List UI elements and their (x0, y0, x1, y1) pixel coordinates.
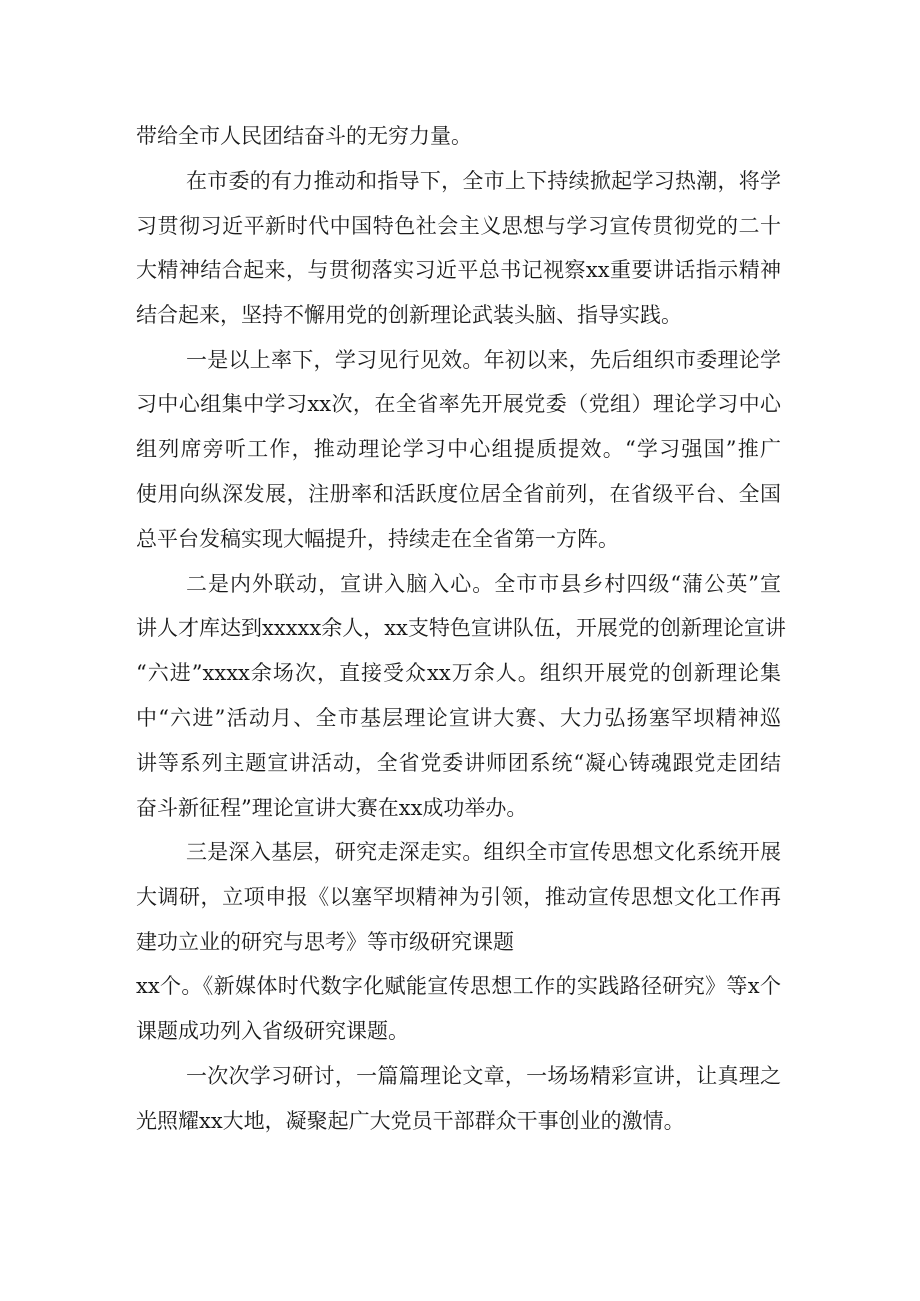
line-text: 带给全市人民团结奋斗的无穷力量。 (136, 124, 472, 148)
paragraph-first-line: 二是内外联动，宣讲入脑入心。全市市县乡村四级“蒲公英”宣 (186, 572, 781, 596)
text-line (136, 1011, 409, 1051)
text-line: “六进”xxxx余场次，直接受众xx万余人。组织开展党的创新理论集 (136, 661, 781, 685)
text-line: 中“六进”活动月、全市基层理论宣讲大赛、大力弘扬塞罕坝精神巡 (136, 706, 781, 730)
paragraph-first-line: 在市委的有力推动和指导下，全市上下持续掀起学习热潮，将学 (186, 169, 781, 193)
text-line (136, 519, 619, 559)
text-line: 大精神结合起来，与贯彻落实习近平总书记视察xx重要讲话指示精神 (136, 258, 781, 282)
text-line: 讲等系列主题宣讲活动，全省党委讲师团系统“凝心铸魂跟党走团结 (136, 751, 781, 775)
text-line (136, 788, 527, 828)
text-line (136, 1101, 685, 1141)
text-line: 习中心组集中学习xx次，在全省率先开展党委（党组）理论学习中心 (136, 392, 781, 416)
line-text: 奋斗新征程”理论宣讲大赛在xx成功举办。 (136, 796, 528, 820)
text-line: 大调研，立项申报《以塞罕坝精神为引领，推动宣传思想文化工作再 (136, 885, 781, 909)
text-line (136, 922, 514, 962)
paragraph-first-line: 一次次学习研讨，一篇篇理论文章，一场场精彩宣讲，让真理之 (186, 1064, 781, 1088)
text-line (136, 295, 682, 335)
text-line: xx个。《新媒体时代数字化赋能宣传思想工作的实践路径研究》等x个 (136, 974, 781, 998)
text-line: 使用向纵深发展，注册率和活跃度位居全省前列，在省级平台、全国 (136, 482, 781, 506)
line-text: 光照耀xx大地，凝聚起广大党员干部群众干事创业的激情。 (136, 1109, 685, 1133)
text-line: 习贯彻习近平新时代中国特色社会主义思想与学习宣传贯彻党的二十 (136, 214, 781, 238)
text-line: 组列席旁听工作，推动理论学习中心组提质提效。“学习强国”推广 (136, 437, 781, 461)
line-text: 建功立业的研究与思考》等市级研究课题 (136, 930, 514, 954)
paragraph-first-line: 三是深入基层，研究走深走实。组织全市宣传思想文化系统开展 (186, 840, 781, 864)
text-line: 讲人才库达到xxxxx余人，xx支特色宣讲队伍，开展党的创新理论宣讲 (136, 616, 786, 640)
line-text: 总平台发稿实现大幅提升，持续走在全省第一方阵。 (136, 527, 619, 551)
line-text: 课题成功列入省级研究课题。 (136, 1019, 409, 1043)
text-line (136, 116, 472, 156)
paragraph-first-line: 一是以上率下，学习见行见效。年初以来，先后组织市委理论学 (186, 348, 781, 372)
line-text: 结合起来，坚持不懈用党的创新理论武装头脑、指导实践。 (136, 303, 682, 327)
